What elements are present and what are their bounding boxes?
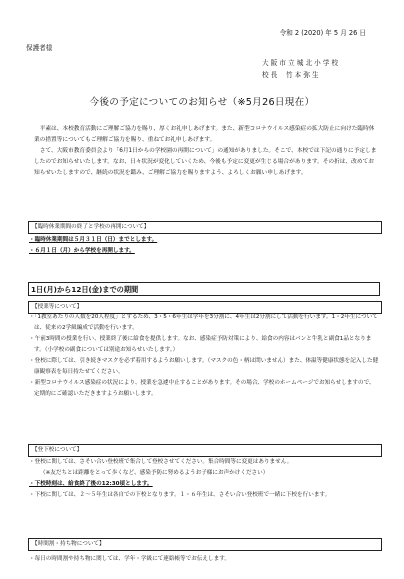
intro-paragraph: さて、大阪市教育委員会より「6月1日からの学校園の再開について」の通知がありました。そこで、本校では下記の通りに予定しましたのでお知らせいたします。なお、日々状況が変化していくため、今後も予定に変更が生じる場合があります。その折は、改めてお知らせいたしますので、継続の状況を鑑み、ご理解ご協力を賜りますよう、よろしくお願い申しあげます。 xyxy=(34,148,377,176)
section-heading: 【授業等について】 xyxy=(32,304,83,310)
list-item-note: （※友だちとは距離をとって歩くなど、感染予防に努めるようお子様にお声かけください） xyxy=(40,470,269,476)
list-item: ・下校に関しては、２～５年生は各自での下校となります。１・６年生は、さそい合い登校班で一緒に下校を行います。 xyxy=(29,492,331,498)
list-item: ・毎日の時間割や持ち物に関しては、学年・学級にて連絡帳等でお伝えします。 xyxy=(29,556,230,562)
section-heading: 【登下校について】 xyxy=(32,447,83,453)
list-item: ・臨時休業期間は５月３１日（日）までとします。 xyxy=(29,237,158,243)
document-title: 今後の予定についてのお知らせ（※5月26日現在） xyxy=(89,97,315,108)
document-date: 令和 2 (2020) 年 5 月 26 日 xyxy=(279,29,366,37)
school-signature xyxy=(262,57,338,81)
list-item: ・午前3時間の授業を行い、授業終了後に給食を提供します。なお、感染症予防対策により、給食の内容はパンと牛乳と副食1品となります。（小学校の副食については別途お知らせいたします。） xyxy=(29,336,372,353)
list-item: ・登校に関しては、さそい合い登校班で集合して登校させてください。集合時間等に変更はありません。 xyxy=(29,459,293,465)
addressee: 保護者様 xyxy=(26,44,53,52)
principal-name: 校 長 竹 本 弥 生 xyxy=(262,71,319,79)
section-school-reopening xyxy=(28,221,382,234)
list-item: ・新型コロナウイルス感染症の状況により、授業を急遽中止することがあります。その場合、学校のホームページでお知らせしますので、定期的にご確認いただきますようお願いします。 xyxy=(29,380,375,397)
classes-items xyxy=(28,312,380,400)
intro-paragraph: 平素は、本校教育活動にご理解ご協力を賜り、厚くお礼申しあげます。また、新型コロナウイルス感染症の拡大防止に向けた臨時休業の措置等についてもご理解ご協力を賜り、重ねてお礼申しあげます。 xyxy=(34,126,375,143)
period-heading: 1日(月)から12日(金)までの期間 xyxy=(28,282,380,296)
list-item: ・「1教室あたりの人数を20人程度」とするため、3・5・6年生は学年を3分割に、4年生は2分割にして活動を行います。1・2年生については、従来の2学級編成で活動を行います。 xyxy=(29,314,378,331)
list-item: ・登校に際しては、引き続きマスクを必ず着用するようお願いします。（マスクの色・柄は問いません）また、体温等健康状態を記入した健康観察表を毎日持たせてください。 xyxy=(29,358,379,375)
school-name: 大 阪 市 立 城 北 小 学 校 xyxy=(262,59,339,67)
commute-items xyxy=(28,457,380,501)
section-heading: 【臨時休業期間の終了と学校の再開について】 xyxy=(32,224,150,230)
list-item: ・６月１日（月）から学校を再開します。 xyxy=(29,248,135,254)
section-timetable xyxy=(28,538,382,551)
intro-text xyxy=(34,124,378,179)
section-heading: 【時間割・持ち物について】 xyxy=(32,541,105,547)
reopening-items xyxy=(28,235,380,257)
list-item: ・下校時刻は、給食終了後の12:30頃とします。 xyxy=(29,481,153,487)
section-commute xyxy=(28,444,382,457)
timetable-items xyxy=(28,554,380,565)
